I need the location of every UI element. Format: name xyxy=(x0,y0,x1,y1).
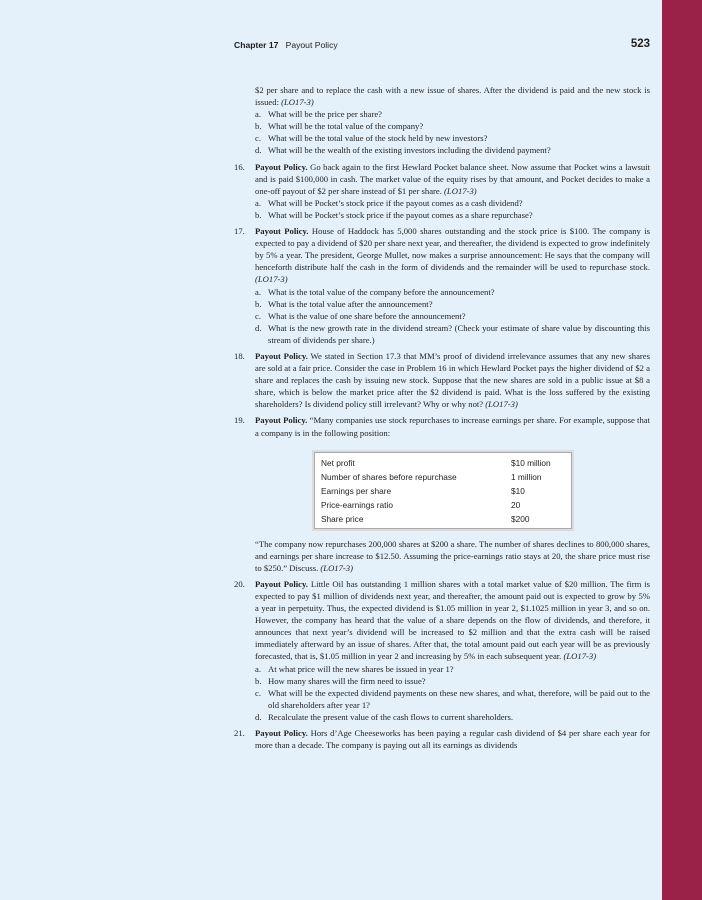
problem-18: 18. Payout Policy. We stated in Section 17.3 that MM’s proof of dividend irrelevance assumes that any new shares are sold at a fair price. Consider the case in Problem 16 in which Hewlard Pocket pays the higher dividend of $2 a share and replaces the cash by issuing new stock. Suppose that the new shares are sold in a public issue at $8 a share, which is below the market price after the $2 dividend is paid. What is the loss suffered by the existing shareholders? Is dividend policy still irrelevant? Why or why not? (LO17-3) xyxy=(234,350,650,410)
chapter-heading xyxy=(234,40,338,50)
table-row: Number of shares before repurchase 1 million xyxy=(321,471,542,482)
list-item: a. What will be Pocket’s stock price if the payout comes as a cash dividend? xyxy=(255,197,523,208)
list-item: d. What will be the wealth of the existing investors including the dividend payment? xyxy=(255,145,551,156)
list-item: b. What is the total value after the announcement? xyxy=(255,298,433,309)
problem-title: Payout Policy. xyxy=(255,415,308,426)
learning-objective: (LO17-3) xyxy=(320,562,353,573)
list-item: a. What will be the price per share? xyxy=(255,109,382,120)
problem-20: 20. Payout Policy. Little Oil has outstanding 1 million shares with a total market value of $20 million. The firm is expected to pay $1 million of dividends next year, and thereafter, the amount paid out is expected to grow by 5% a year in perpetuity. Thus, the expected dividend is $1.05 million in year 2, $1.1025 million in year 3, and so on. However, the company has heard that the value of a share depends on the flow of dividends, and therefore, it announces that next year’s dividend will be increased to $2 million and that the extra cash will be raised immediately afterward by an issue of shares. After that, the total amount paid out each year will be as previously forecasted, that is, $1.05 million in year 2 and increasing by 5% in each subsequent year. (LO17-3) xyxy=(234,578,651,662)
learning-objective: (LO17-3) xyxy=(563,651,597,662)
learning-objective: (LO17-3) xyxy=(281,97,314,108)
problem-19-continuation: “The company now repurchases 200,000 shares at $200 a share. The number of shares declines to 800,000 shares, and earnings per share increase to $12.50. Assuming the price-earnings ratio stays at 20, the share price must rise to $250.” Discuss. (LO17-3) xyxy=(255,538,650,573)
table-row: Earnings per share $10 xyxy=(321,485,525,496)
problem-19: 19. Payout Policy. “Many companies use stock repurchases to increase earnings per share. For example, suppose that a company is in the following position: xyxy=(234,415,650,438)
problem-number: 20. xyxy=(234,578,245,589)
table-row: Net profit $10 million xyxy=(321,457,551,468)
chapter-title: Payout Policy xyxy=(285,40,338,50)
problem-title: Payout Policy. xyxy=(255,728,308,739)
list-item: a. At what price will the new shares be issued in year 1? xyxy=(255,663,454,674)
problem-17: 17. Payout Policy. House of Haddock has 5,000 shares outstanding and the stock price is $100. The company is expected to pay a dividend of $20 per share next year, and thereafter, the dividend is expected to grow indefinitely by 5% a year. The president, George Mullet, now makes a surprise announcement: He says that the company will henceforth distribute half the cash in the form of dividends and the remainder will be used to repurchase stock. (LO17-3) xyxy=(234,226,650,285)
list-item: d. What is the new growth rate in the dividend stream? (Check your estimate of share value by discounting this stream of dividends per share.) xyxy=(255,322,650,345)
problem-title: Payout Policy. xyxy=(255,161,308,172)
table-row: Price-earnings ratio 20 xyxy=(321,499,521,510)
running-header xyxy=(234,40,650,54)
list-item: b. How many shares will the firm need to issue? xyxy=(255,675,426,686)
list-item: c. What is the value of one share before the announcement? xyxy=(255,310,466,321)
list-item: b. What will be Pocket’s stock price if the payout comes as a share repurchase? xyxy=(255,209,533,220)
problem-16: 16. Payout Policy. Go back again to the first Hewlard Pocket balance sheet. Now assume that Pocket wins a lawsuit and is paid $100,000 in cash. The market value of the equity rises by that amount, and Pocket decides to make a one-off payout of $2 per share instead of $1 per share. (LO17-3) xyxy=(234,161,650,196)
intro-paragraph: $2 per share and to replace the cash with a new issue of shares. After the dividend is paid and the new stock is issued: (LO17-3) xyxy=(255,85,650,108)
problem-number: 21. xyxy=(234,728,245,739)
list-item: c. What will be the expected dividend payments on these new shares, and what, therefore, will be paid out to the old shareholders after year 1? xyxy=(255,687,650,710)
learning-objective: (LO17-3) xyxy=(255,274,288,285)
problems-content xyxy=(234,84,650,751)
list-item: d. Recalculate the present value of the cash flows to current shareholders. xyxy=(255,711,513,722)
problem-title: Payout Policy. xyxy=(255,578,308,589)
table-row: Share price $200 xyxy=(321,513,530,524)
list-item: c. What will be the total value of the stock held by new investors? xyxy=(255,133,488,144)
problem-21: 21. Payout Policy. Hors d’Age Cheeseworks has been paying a regular cash dividend of $4 per share each year for more than a decade. The company is paying out all its earnings as dividends xyxy=(234,728,650,751)
problem-title: Payout Policy. xyxy=(255,226,309,237)
chapter-label: Chapter 17 xyxy=(234,40,279,50)
problem-number: 17. xyxy=(234,226,245,237)
problem-number: 19. xyxy=(234,415,245,426)
problem-number: 16. xyxy=(234,161,245,172)
problem-number: 18. xyxy=(234,350,245,361)
learning-objective: (LO17-3) xyxy=(485,399,518,410)
repurchase-table xyxy=(314,452,572,529)
learning-objective: (LO17-3) xyxy=(444,185,477,196)
page-number: 523 xyxy=(630,38,650,50)
problem-title: Payout Policy. xyxy=(255,350,308,361)
list-item: a. What is the total value of the company before the announcement? xyxy=(255,286,495,297)
page-edge-bar xyxy=(662,0,702,900)
list-item: b. What will be the total value of the company? xyxy=(255,121,424,132)
